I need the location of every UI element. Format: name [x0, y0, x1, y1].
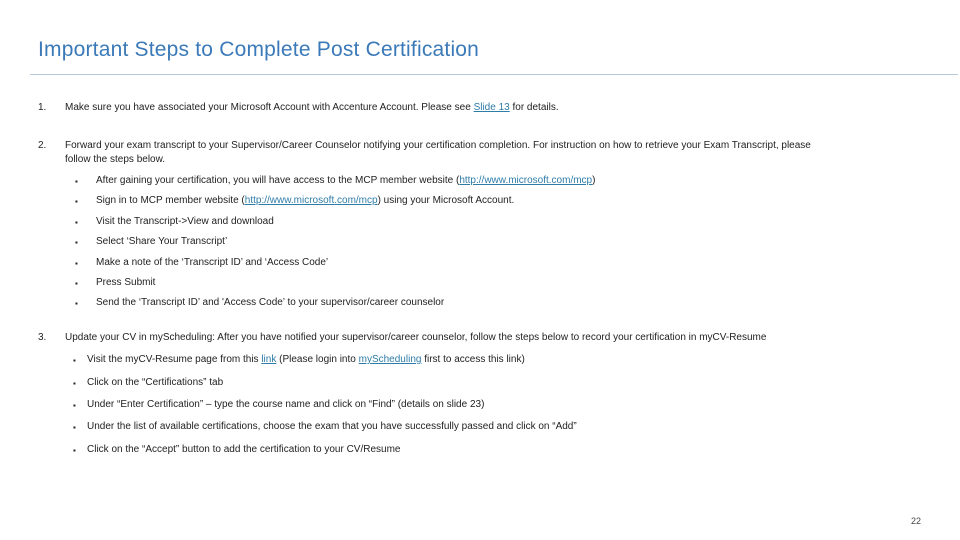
page-number: 22 [911, 516, 922, 526]
bullet-icon: ▪ [75, 299, 78, 308]
bullet-icon: ▪ [73, 379, 76, 388]
bullet-item [96, 234, 227, 249]
bullet-item [96, 295, 444, 310]
text: Under the list of available certifications, choose the exam that you have successfully passed and click on “Add” [87, 421, 577, 432]
text: Click on the “Accept” button to add the certification to your CV/Resume [87, 444, 401, 455]
bullet-item [96, 275, 155, 290]
hyperlink[interactable]: myScheduling [358, 354, 422, 365]
step-number: 1. [38, 102, 47, 113]
text: ) using your Microsoft Account. [377, 195, 515, 206]
text: Make sure you have associated your Microsoft Account with Accenture Account. Please see [65, 102, 474, 113]
bullet-item [87, 442, 401, 457]
title-divider [30, 74, 958, 75]
bullet-icon: ▪ [73, 423, 76, 432]
text: for details. [509, 102, 559, 113]
bullet-item [87, 419, 577, 434]
bullet-icon: ▪ [73, 446, 76, 455]
text: After gaining your certification, you will have access to the MCP member website ( [96, 175, 460, 186]
step-3-line1: Update your CV in myScheduling: After you have notified your supervisor/career counselor, follow the steps below to record your certification in myCV-Resume [65, 332, 767, 343]
hyperlink[interactable]: http://www.microsoft.com/mcp [459, 175, 593, 186]
text: first to access this link) [421, 354, 525, 365]
bullet-icon: ▪ [75, 197, 78, 206]
bullet-item [87, 352, 525, 367]
text: Under “Enter Certification” – type the course name and click on “Find” (details on slide 23) [87, 399, 485, 410]
text: Sign in to MCP member website ( [96, 195, 245, 206]
bullet-icon: ▪ [75, 177, 78, 186]
text: Visit the Transcript->View and download [96, 216, 274, 227]
bullet-icon: ▪ [75, 238, 78, 247]
bullet-item [96, 193, 514, 208]
bullet-icon: ▪ [75, 259, 78, 268]
hyperlink[interactable]: http://www.microsoft.com/mcp [244, 195, 378, 206]
step-2-line1: Forward your exam transcript to your Supervisor/Career Counselor notifying your certification completion. For instruction on how to retrieve your Exam Transcript, please [65, 140, 811, 151]
bullet-icon: ▪ [73, 401, 76, 410]
step-number: 3. [38, 332, 47, 343]
bullet-item [96, 173, 595, 188]
bullet-item [96, 255, 328, 270]
bullet-icon: ▪ [75, 279, 78, 288]
step-1-text [65, 100, 559, 115]
step-number: 2. [38, 140, 47, 151]
bullet-item [96, 214, 274, 229]
step-2-line2: follow the steps below. [65, 154, 166, 165]
text: ) [592, 175, 596, 186]
text: Select ‘Share Your Transcript’ [96, 236, 228, 247]
text: Visit the myCV-Resume page from this [87, 354, 262, 365]
hyperlink[interactable]: link [261, 354, 277, 365]
text: (Please login into [276, 354, 359, 365]
bullet-icon: ▪ [75, 218, 78, 227]
text: Press Submit [96, 277, 156, 288]
bullet-icon: ▪ [73, 356, 76, 365]
bullet-item [87, 397, 484, 412]
slide-13-link[interactable]: Slide 13 [473, 102, 510, 113]
text: Click on the “Certifications” tab [87, 377, 224, 388]
text: Send the ‘Transcript ID’ and 'Access Code’ to your supervisor/career counselor [96, 297, 445, 308]
bullet-item [87, 375, 223, 390]
text: Make a note of the ‘Transcript ID’ and ‘Access Code’ [96, 257, 329, 268]
slide-title: Important Steps to Complete Post Certification [38, 38, 480, 61]
